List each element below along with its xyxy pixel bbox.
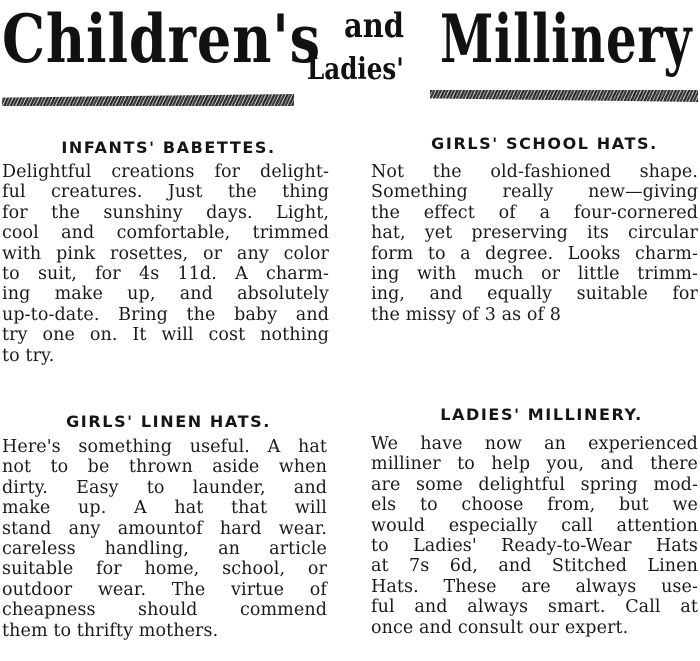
text-line: to try. [2,345,55,366]
text-line: would especially call attention [371,515,698,536]
text-line: careless handling, an article [2,539,327,560]
text-line: to suit, for 4s 11d. A charm- [2,264,329,285]
masthead-millinery: Millinery [440,0,693,78]
section-heading: INFANTS' BABETTES. [61,138,276,157]
text-line: form to a degree. Looks charm- [371,243,698,264]
text-line: the effect of a four-cornered [371,202,698,223]
text-line: them to thrifty mothers. [2,620,219,641]
text-line: make up. A hat that will [2,498,327,519]
text-line: suitable for home, school, or [2,559,327,580]
text-line: We have now an experienced [371,434,698,454]
section-heading: GIRLS' SCHOOL HATS. [431,134,658,153]
section-ladies-millinery [371,403,698,638]
text-line: ing with much or little trimm- [371,264,698,285]
text-line: to Ladies' Ready-to-Wear Hats [371,536,698,557]
text-line: Here's something useful. A hat [2,437,327,457]
masthead-and: and [344,6,404,46]
section-girls-linen-hats [2,410,327,641]
section-heading: LADIES' MILLINERY. [440,405,643,424]
section-girls-school-hats [371,132,698,325]
decorative-rule-left [2,94,294,106]
text-line: hat, yet preserving its circular [371,223,698,244]
section-heading: GIRLS' LINEN HATS. [66,412,271,431]
text-line: for the sunshiny days. Light, [2,202,329,223]
text-line: dirty. Easy to launder, and [2,477,327,498]
section-body [371,162,698,325]
text-line: Not the old-fashioned shape. [371,162,698,182]
masthead-ladies: Ladies' [307,52,404,87]
masthead [0,0,700,112]
text-line: ing, and equally suitable for [371,284,698,305]
text-line: the missy of 3 as of 8 [371,304,561,325]
decorative-rule-right [430,90,698,102]
text-line: cheapness should commend [2,600,327,621]
text-line: try one on. It will cost nothing [2,325,329,346]
text-line: outdoor wear. The virtue of [2,579,327,600]
text-line: milliner to help you, and there [371,454,698,475]
section-infants-babettes [2,136,329,366]
text-line: stand any amountof hard wear. [2,518,327,539]
text-line: with pink rosettes, or any color [2,243,329,264]
text-line: once and consult our expert. [371,617,629,638]
section-body [2,162,329,366]
text-line: at 7s 6d, and Stitched Linen [371,556,698,577]
text-line: Delightful creations for delight- [2,162,329,182]
text-line: ful and always smart. Call at [371,597,698,618]
section-body [2,437,327,641]
text-line: ing make up, and absolutely [2,284,329,305]
text-line: Something really new—giving [371,182,698,203]
text-line: els to choose from, but we [371,495,698,516]
section-body [371,434,698,638]
text-line: ful creatures. Just the thing [2,182,329,203]
masthead-childrens: Children's [2,0,321,78]
text-line: Hats. These are always use- [371,576,698,597]
text-line: up-to-date. Bring the baby and [2,304,329,325]
text-line: not to be thrown aside when [2,457,327,478]
text-line: are some delightful spring mod- [371,474,698,495]
text-line: cool and comfortable, trimmed [2,223,329,244]
